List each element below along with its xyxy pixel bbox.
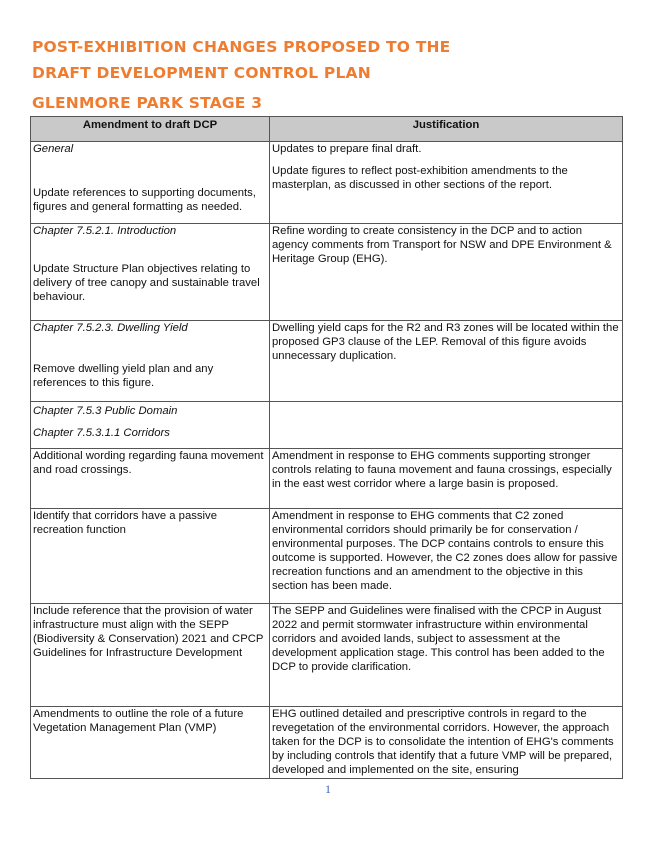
amendment-cell: Amendments to outline the role of a future Vegetation Management Plan (VMP): [31, 707, 270, 779]
column-header-amendment: Amendment to draft DCP: [31, 117, 270, 142]
table-row: [31, 449, 623, 509]
amendment-cell: [31, 402, 270, 449]
subsection-label: Chapter 7.5.3.1.1 Corridors: [33, 427, 170, 439]
justification-text: Updates to prepare final draft.: [272, 143, 422, 155]
table-row: [31, 509, 623, 604]
table-row: [31, 321, 623, 402]
amendments-table: [30, 116, 623, 779]
justification-cell: [270, 402, 623, 449]
justification-cell: [270, 224, 623, 321]
amendment-cell: [31, 224, 270, 321]
justification-text: Dwelling yield caps for the R2 and R3 zones will be located within the proposed GP3 clause of the LEP. Removal of this figure avoids unnecessary duplication.: [272, 322, 619, 362]
document-title-line-1: POST-EXHIBITION CHANGES PROPOSED TO THE: [32, 38, 451, 56]
page-number: 1: [325, 782, 331, 796]
table-header-row: [31, 117, 623, 142]
amendment-text: Update Structure Plan objectives relating to delivery of tree canopy and sustainable travel behaviour.: [33, 263, 260, 303]
justification-cell: The SEPP and Guidelines were finalised with the CPCP in August 2022 and permit stormwater infrastructure within environmental corridors and avoided lands, subject to assessment at the development application stage. This control has been added to the DCP to provide clarification.: [270, 604, 623, 707]
section-label: Chapter 7.5.3 Public Domain: [33, 405, 178, 417]
amendment-cell: [31, 321, 270, 402]
column-header-justification: Justification: [270, 117, 623, 142]
amendment-cell: [31, 142, 270, 224]
amendment-cell: Additional wording regarding fauna movement and road crossings.: [31, 449, 270, 509]
section-label: Chapter 7.5.2.3. Dwelling Yield: [33, 322, 188, 334]
table-row: [31, 142, 623, 224]
table-row: [31, 604, 623, 707]
amendment-cell: Identify that corridors have a passive recreation function: [31, 509, 270, 604]
amendment-cell: Include reference that the provision of water infrastructure must align with the SEPP (Biodiversity & Conservation) 2021 and CPCP Guidelines for Infrastructure Development: [31, 604, 270, 707]
justification-text: Refine wording to create consistency in the DCP and to action agency comments from Transport for NSW and DPE Environment & Heritage Group (EHG).: [272, 225, 612, 265]
amendment-text: Update references to supporting documents, figures and general formatting as needed.: [33, 187, 256, 213]
section-label: Chapter 7.5.2.1. Introduction: [33, 225, 177, 237]
justification-cell: Amendment in response to EHG comments that C2 zoned environmental corridors should primarily be for conservation / environmental purposes. The DCP contains controls to ensure this outcome is supported. However, the C2 zones does allow for passive recreation functions and an amendment to the objective in this section has been made.: [270, 509, 623, 604]
justification-cell: [270, 142, 623, 224]
amendment-text: Remove dwelling yield plan and any references to this figure.: [33, 363, 214, 389]
justification-cell: Amendment in response to EHG comments supporting stronger controls relating to fauna movement and fauna crossings, especially in the east west corridor where a large basin is proposed.: [270, 449, 623, 509]
justification-cell: EHG outlined detailed and prescriptive controls in regard to the revegetation of the environmental corridors. However, the approach taken for the DCP is to consolidate the intention of EHG's comments by including controls that identify that a future VMP will be prepared, developed and implemented on the site, ensuring: [270, 707, 623, 779]
justification-cell: [270, 321, 623, 402]
table-row: [31, 402, 623, 449]
section-label: General: [33, 143, 74, 155]
document-title-line-2: DRAFT DEVELOPMENT CONTROL PLAN: [32, 64, 371, 82]
table-row: [31, 224, 623, 321]
justification-text: Update figures to reflect post-exhibition amendments to the masterplan, as discussed in other sections of the report.: [272, 165, 568, 191]
document-subtitle: GLENMORE PARK STAGE 3: [32, 94, 263, 112]
table-row: [31, 707, 623, 779]
